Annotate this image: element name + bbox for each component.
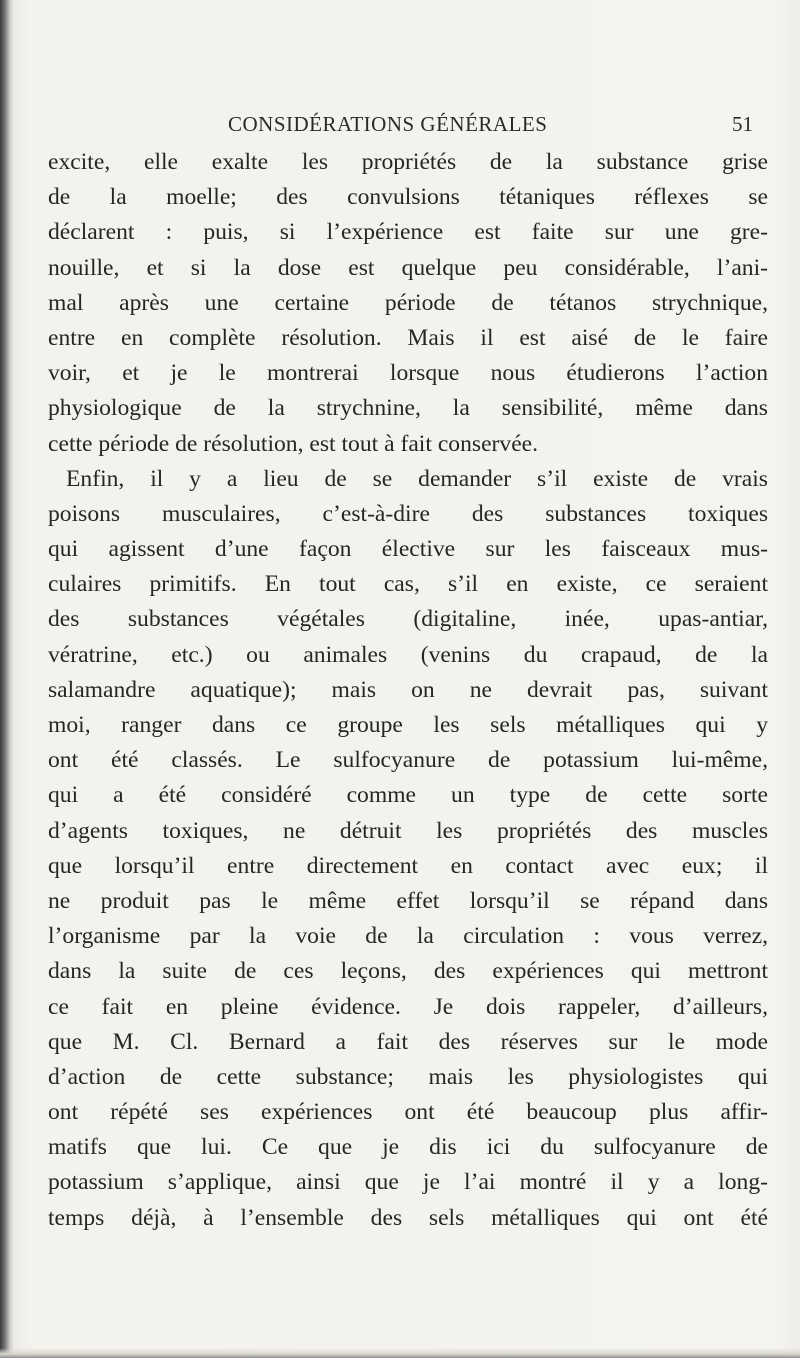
text-line: moi, ranger dans ce groupe les sels métalliques qui y <box>48 712 768 738</box>
text-line: potassium s’applique, ainsi que je l’ai montré il y a long- <box>48 1169 768 1196</box>
text-line: salamandre aquatique); mais on ne devrait pas, suivant <box>48 676 768 703</box>
text-line: temps déjà, à l’ensemble des sels métalliques qui ont été <box>48 1204 768 1231</box>
page-binding-edge <box>0 0 14 1358</box>
text-line: vératrine, etc.) ou animales (venins du crapaud, de la <box>48 641 768 668</box>
text-line: physiologique de la strychnine, la sensibilité, même dans <box>48 395 768 422</box>
text-line: d’action de cette substance; mais les physiologistes qui <box>48 1063 768 1090</box>
text-line: ne produit pas le même effet lorsqu’il se répand dans <box>48 887 768 914</box>
text-line: ont été classés. Le sulfocyanure de potassium lui-même, <box>48 747 768 774</box>
text-line: mal après une certaine période de tétanos strychnique, <box>48 289 768 316</box>
text-line: voir, et je le montrerai lorsque nous étudierons l’action <box>48 360 768 387</box>
text-line: nouille, et si la dose est quelque peu considérable, l’ani- <box>48 254 768 281</box>
page-number: 51 <box>732 112 753 136</box>
text-line: poisons musculaires, c’est-à-dire des substances toxiques <box>48 500 768 527</box>
page-header <box>48 112 753 142</box>
running-head: CONSIDÉRATIONS GÉNÉRALES <box>228 112 548 136</box>
text-line: excite, elle exalte les propriétés de la substance grise <box>48 149 768 175</box>
text-line: qui a été considéré comme un type de cette sorte <box>48 782 768 809</box>
text-line: déclarent : puis, si l’expérience est faite sur une gre- <box>48 219 768 246</box>
text-line: ce fait en pleine évidence. Je dois rappeler, d’ailleurs, <box>48 993 768 1020</box>
text-line: dans la suite de ces leçons, des expériences qui mettront <box>48 958 768 985</box>
text-line: l’organisme par la voie de la circulation : vous verrez, <box>48 923 768 950</box>
text-line: de la moelle; des convulsions tétaniques réflexes se <box>48 184 768 211</box>
text-line: ont répété ses expériences ont été beaucoup plus affir- <box>48 1099 768 1126</box>
text-line: Enfin, il y a lieu de se demander s’il existe de vrais <box>66 465 768 492</box>
page-bottom-edge <box>0 1348 800 1358</box>
text-line: matifs que lui. Ce que je dis ici du sulfocyanure de <box>48 1134 768 1161</box>
text-line: entre en complète résolution. Mais il est aisé de le faire <box>48 324 768 351</box>
text-line: cette période de résolution, est tout à fait conservée. <box>48 430 539 457</box>
text-line: qui agissent d’une façon élective sur les faisceaux mus- <box>48 536 768 563</box>
text-line: culaires primitifs. En tout cas, s’il en existe, ce seraient <box>48 571 768 598</box>
text-line: que M. Cl. Bernard a fait des réserves sur le mode <box>48 1028 768 1055</box>
text-line: que lorsqu’il entre directement en contact avec eux; il <box>48 852 768 879</box>
body-text <box>48 145 768 1236</box>
text-line: des substances végétales (digitaline, inée, upas-antiar, <box>48 606 768 633</box>
text-line: d’agents toxiques, ne détruit les propriétés des muscles <box>48 817 768 844</box>
